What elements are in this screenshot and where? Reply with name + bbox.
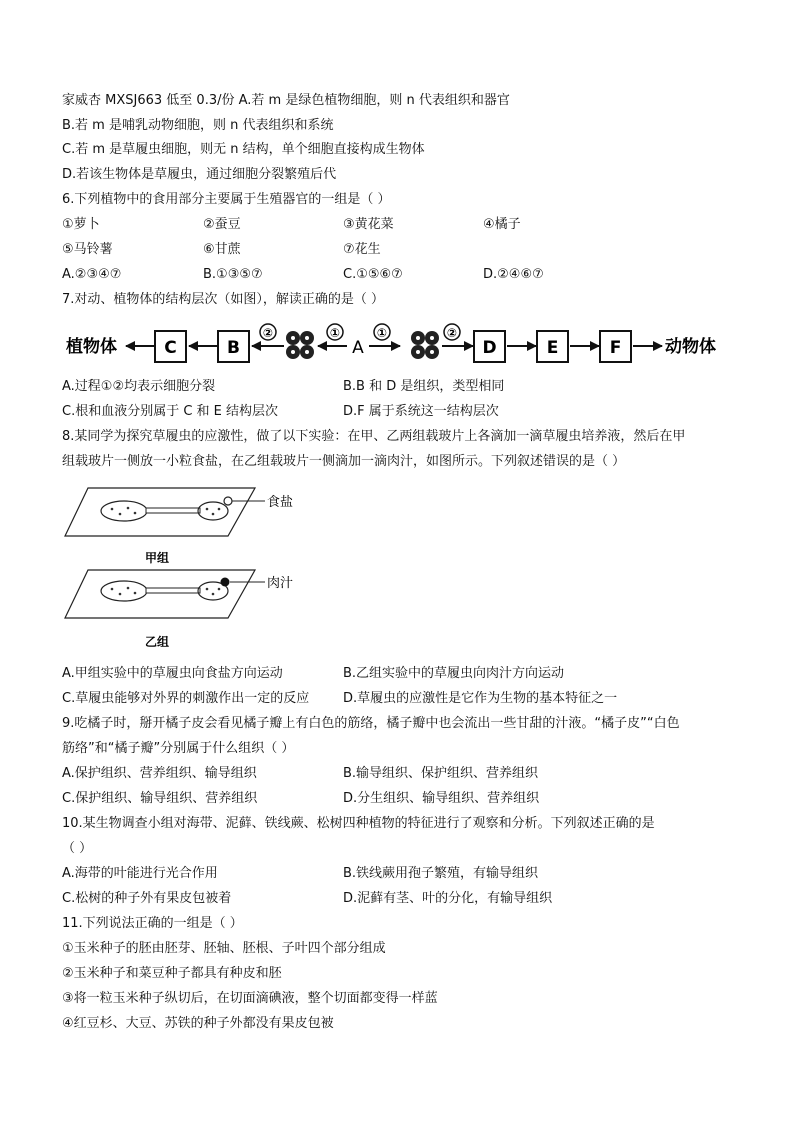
juice-label: 肉汁 — [267, 576, 294, 591]
q5-option-c: C.若 m 是草履虫细胞，则无 n 结构，单个细胞直接构成生物体 — [62, 142, 425, 157]
q6-item: ⑥甘蔗 — [203, 242, 241, 257]
step-1-label-right: ① — [376, 326, 388, 340]
q6-option-c: C.①⑤⑥⑦ — [343, 267, 403, 282]
salt-grain — [224, 497, 232, 505]
q11-stem: 11.下列说法正确的一组是（ ） — [62, 916, 243, 931]
q8-option-d: D.草履虫的应激性是它作为生物的基本特征之一 — [343, 691, 618, 706]
group-2-label: 乙组 — [145, 635, 170, 649]
q8-stem-line1: 8.某同学为探究草履虫的应激性，做了以下实验：在甲、乙两组载玻片上各滴加一滴草履虫培养液，然后在甲 — [62, 429, 686, 444]
q10-option-c: C.松树的种子外有果皮包被着 — [62, 891, 232, 906]
q6-item: ①萝卜 — [62, 217, 100, 232]
q6-item: ⑦花生 — [343, 242, 381, 257]
q8-option-a: A.甲组实验中的草履虫向食盐方向运动 — [62, 666, 283, 681]
q11-item-4: ④红豆杉、大豆、苏铁的种子外都没有果皮包被 — [62, 1016, 334, 1031]
q8-option-c: C.草履虫能够对外界的刺激作出一定的反应 — [62, 691, 310, 706]
q9-option-a: A.保护组织、营养组织、输导组织 — [62, 766, 257, 781]
culture-drop-left — [101, 501, 147, 521]
q10-option-d: D.泥藓有茎、叶的分化，有输导组织 — [343, 891, 553, 906]
q10-option-b: B.铁线蕨用孢子繁殖，有输导组织 — [343, 866, 539, 881]
q6-item: ②蚕豆 — [203, 217, 241, 232]
culture-drop-left — [101, 581, 147, 601]
step-2-label-right: ② — [446, 326, 458, 340]
liquid-bridge — [146, 508, 200, 513]
q10-stem-line2: （ ） — [62, 841, 93, 856]
box-b-label: B — [227, 338, 240, 358]
q11-item-1: ①玉米种子的胚由胚芽、胚轴、胚根、子叶四个部分组成 — [62, 941, 386, 956]
q7-option-a: A.过程①②均表示细胞分裂 — [62, 379, 216, 394]
cell-cluster-left — [286, 331, 314, 359]
q6-stem: 6.下列植物中的食用部分主要属于生殖器官的一组是（ ） — [62, 192, 391, 207]
q8-stem-line2: 组载玻片一侧放一小粒食盐，在乙组载玻片一侧滴加一滴肉汁，如图所示。下列叙述错误的是（ ） — [62, 454, 626, 469]
meat-juice-drop — [221, 578, 230, 587]
q8-option-b: B.乙组实验中的草履虫向肉汁方向运动 — [343, 666, 565, 681]
q6-option-a: A.②③④⑦ — [62, 267, 122, 282]
q9-option-b: B.输导组织、保护组织、营养组织 — [343, 766, 539, 781]
slide-experiment-figure — [60, 478, 360, 663]
cell-cluster-right — [411, 331, 439, 359]
salt-label: 食盐 — [267, 495, 294, 510]
q5-option-d: D.若该生物体是草履虫，通过细胞分裂繁殖后代 — [62, 167, 337, 182]
q5-option-b: B.若 m 是哺乳动物细胞，则 n 代表组织和系统 — [62, 118, 334, 133]
q11-item-2: ②玉米种子和菜豆种子都具有种皮和胚 — [62, 966, 282, 981]
q7-option-c: C.根和血液分别属于 C 和 E 结构层次 — [62, 404, 279, 419]
box-c-label: C — [164, 338, 177, 358]
box-e-label: E — [546, 338, 559, 358]
q6-item: ③黄花菜 — [343, 217, 394, 232]
step-1-label: ① — [329, 326, 341, 340]
q9-option-d: D.分生组织、输导组织、营养组织 — [343, 791, 540, 806]
culture-drop-right — [198, 502, 228, 520]
q7-stem: 7.对动、植物体的结构层次（如图），解读正确的是（ ） — [62, 292, 385, 307]
q7-option-b: B.B 和 D 是组织，类型相同 — [343, 379, 505, 394]
q6-item: ⑤马铃薯 — [62, 242, 113, 257]
q9-stem-line2: 筋络”和“橘子瓣”分别属于什么组织（ ） — [62, 741, 295, 756]
q9-stem-line1: 9.吃橘子时，掰开橘子皮会看见橘子瓣上有白色的筋络，橘子瓣中也会流出一些甘甜的汁液。“橘子皮”“白色 — [62, 716, 680, 731]
group-1-label: 甲组 — [145, 551, 170, 565]
q6-option-b: B.①③⑤⑦ — [203, 267, 263, 282]
q6-item: ④橘子 — [483, 217, 521, 232]
q10-stem-line1: 10.某生物调查小组对海带、泥藓、铁线蕨、松树四种植物的特征进行了观察和分析。下列叙述正确的是 — [62, 816, 655, 831]
hierarchy-diagram — [62, 322, 742, 370]
box-d-label: D — [482, 338, 497, 358]
q7-option-d: D.F 属于系统这一结构层次 — [343, 404, 499, 419]
step-2-label: ② — [262, 326, 274, 340]
q11-item-3: ③将一粒玉米种子纵切后，在切面滴碘液，整个切面都变得一样蓝 — [62, 991, 438, 1006]
q6-option-d: D.②④⑥⑦ — [483, 267, 544, 282]
animal-body-label: 动物体 — [665, 337, 716, 357]
liquid-bridge — [146, 588, 200, 593]
q9-option-c: C.保护组织、输导组织、营养组织 — [62, 791, 258, 806]
q10-option-a: A.海带的叶能进行光合作用 — [62, 866, 218, 881]
header-line: 家威杏 MXSJ663 低至 0.3/份 A.若 m 是绿色植物细胞，则 n 代表组织和器官 — [62, 93, 510, 108]
cell-a-label: A — [352, 338, 364, 358]
plant-body-label: 植物体 — [66, 337, 117, 357]
box-f-label: F — [609, 338, 622, 358]
